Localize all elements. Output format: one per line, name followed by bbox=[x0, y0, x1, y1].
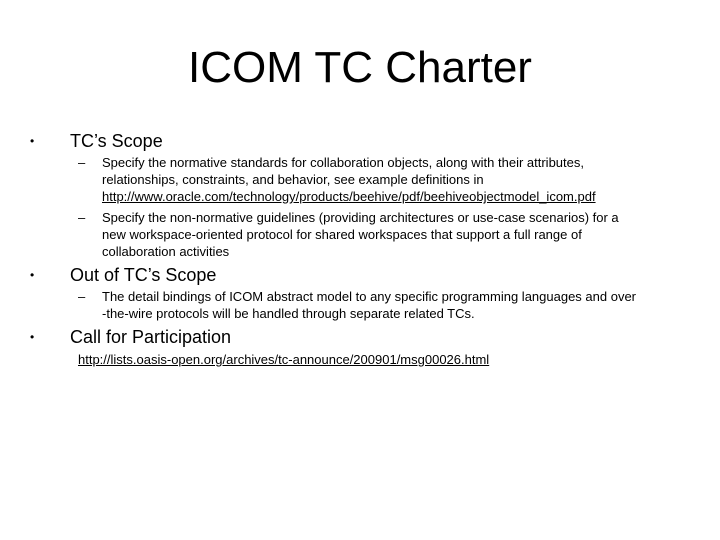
subitem-line: collaboration activities bbox=[102, 244, 230, 259]
subitem-text bbox=[102, 154, 692, 205]
slide-title: ICOM TC Charter bbox=[188, 43, 532, 92]
dash-icon: – bbox=[78, 289, 86, 304]
bullet-text: Out of TC’s Scope bbox=[70, 265, 217, 285]
bullet-icon: • bbox=[30, 330, 35, 344]
subitem-line: The detail bindings of ICOM abstract model to any specific programming languages and over bbox=[102, 289, 637, 304]
subitem-line: Specify the non-normative guidelines (providing architectures or use-case scenarios) for a bbox=[102, 210, 619, 225]
subitem-line: -the-wire protocols will be handled through separate related TCs. bbox=[102, 306, 475, 321]
call-for-participation-link[interactable]: http://lists.oasis-open.org/archives/tc-announce/200901/msg00026.html bbox=[78, 352, 490, 367]
beehive-object-model-link[interactable]: http://www.oracle.com/technology/products/beehive/pdf/beehiveobjectmodel_icom.pdf bbox=[102, 189, 596, 204]
bullet-icon: • bbox=[30, 268, 35, 282]
subitem-text bbox=[102, 288, 692, 322]
bullet-text: TC’s Scope bbox=[70, 131, 163, 151]
subitem-text bbox=[102, 209, 692, 260]
dash-icon: – bbox=[78, 155, 86, 170]
subitem-line: new workspace-oriented protocol for shared workspaces that support a full range of bbox=[102, 227, 582, 242]
dash-icon: – bbox=[78, 210, 86, 225]
subitem-line: Specify the normative standards for collaboration objects, along with their attributes, bbox=[102, 155, 584, 170]
subitem-line: relationships, constraints, and behavior, see example definitions in bbox=[102, 172, 484, 187]
bullet-text: Call for Participation bbox=[70, 327, 232, 347]
bullet-icon: • bbox=[30, 134, 35, 148]
